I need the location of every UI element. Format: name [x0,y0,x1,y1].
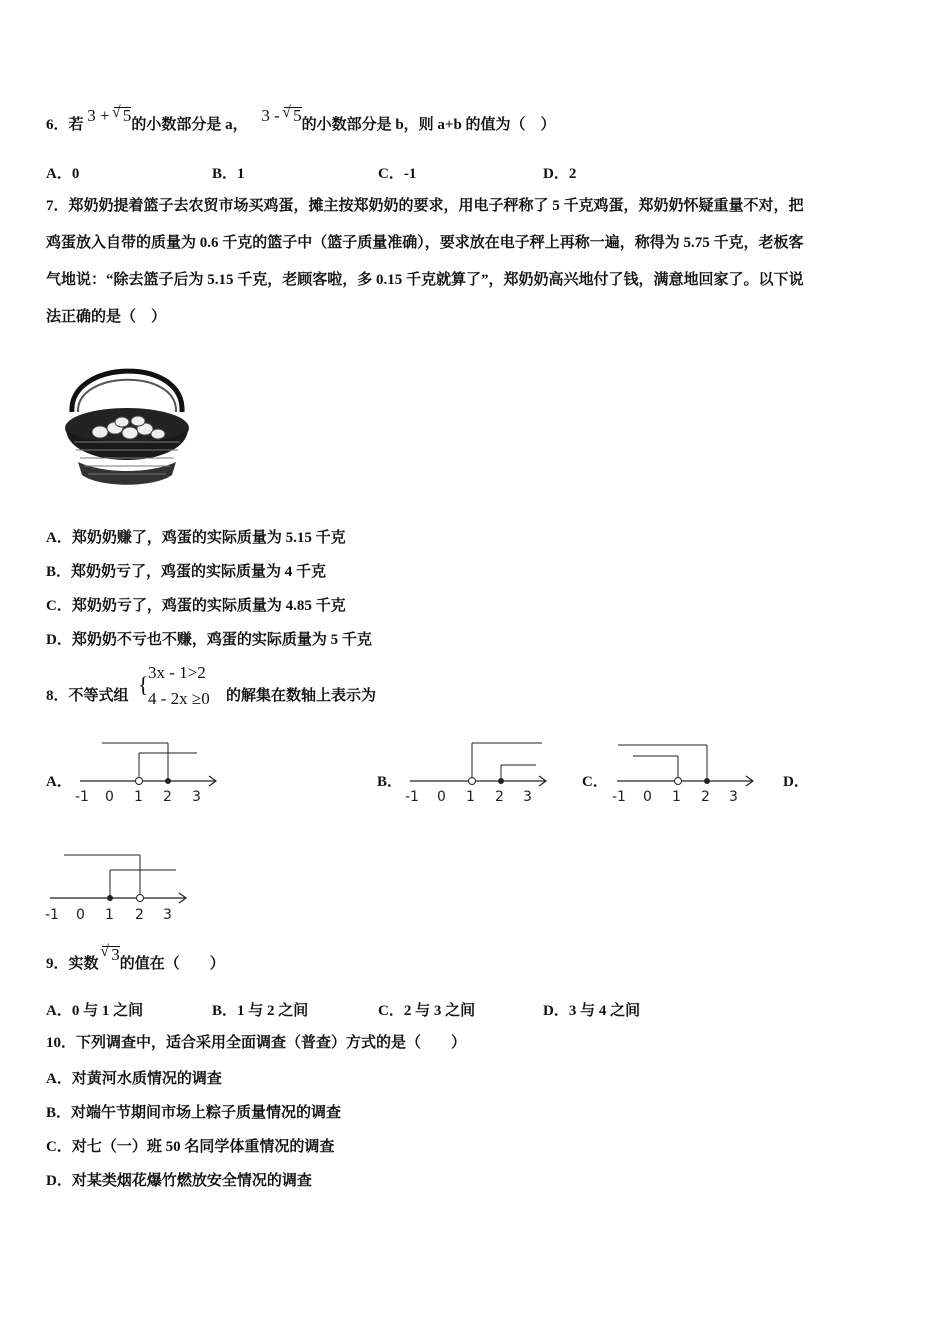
number-line-c [607,738,757,808]
q8-option-a-label: A． [46,774,72,790]
q9-option-b: B．1 与 2 之间 [212,1003,309,1019]
q8-text-1: 8．不等式组 [46,688,129,704]
q6-text-1: 若 [68,117,84,133]
tick-label: 1 [105,907,114,923]
number-line-b [400,738,550,808]
tick-label: -1 [45,907,59,923]
tick-label: 0 [105,789,114,805]
tick-label: 2 [701,789,710,805]
q6-number: 6． [46,117,69,133]
tick-label: -1 [612,789,626,805]
q7-option-a: A．郑奶奶赚了，鸡蛋的实际质量为 5.15 千克 [46,530,346,546]
q6-expr-2-prefix: 3 - [261,106,280,125]
q9-stem [46,945,225,974]
number-line-a [70,738,220,808]
q10-option-b: B．对端午节期间市场上粽子质量情况的调查 [46,1105,342,1121]
q9-expr [102,945,120,964]
q8-brace: { [138,672,149,697]
q7-stem-line-2: 鸡蛋放入自带的质量为 0.6 千克的篮子中（篮子质量准确），要求放在电子秤上再称一遍，称得为 5.75 千克，老板客 [46,235,804,251]
q8-option-c-label: C． [582,774,608,790]
q10-option-a: A．对黄河水质情况的调查 [46,1071,222,1087]
q7-stem-line-1: 7．郑奶奶提着篮子去农贸市场买鸡蛋，摊主按郑奶奶的要求，用电子秤称了 5 千克鸡蛋，郑奶奶怀疑重量不对，把 [46,198,804,214]
tick-label: 2 [163,789,172,805]
q9-option-d: D．3 与 4 之间 [543,1003,641,1019]
q6-sqrt-1: √ 5 [114,107,132,124]
q6-stem [46,106,556,135]
tick-label: 3 [192,789,201,805]
q9-option-c: C．2 与 3 之间 [378,1003,476,1019]
tick-label: 1 [672,789,681,805]
q6-option-b: B．1 [212,166,245,182]
q7-stem-line-4: 法正确的是（ ） [46,309,167,325]
q7-stem-line-3: 气地说：“除去篮子后为 5.15 千克，老顾客啦，多 0.15 千克就算了”，郑奶奶高兴地付了钱，满意地回家了。以下说 [46,272,804,288]
q7-option-b: B．郑奶奶亏了，鸡蛋的实际质量为 4 千克 [46,564,327,580]
q6-option-a: A．0 [46,166,80,182]
tick-label: 3 [163,907,172,923]
q9-text-1: 9．实数 [46,956,99,972]
q7-option-c: C．郑奶奶亏了，鸡蛋的实际质量为 4.85 千克 [46,598,346,614]
q8-option-b-label: B． [377,774,403,790]
number-line-d [40,848,195,928]
q10-option-d: D．对某类烟花爆竹燃放安全情况的调查 [46,1173,312,1189]
q6-expr-2 [261,106,301,125]
q6-option-d: D．2 [543,166,577,182]
q8-text-2: 的解集在数轴上表示为 [226,688,377,704]
q8-option-d-label: D． [783,774,809,790]
q6-text-3: 的小数部分是 b，则 a+b 的值为（ ） [301,117,556,133]
tick-label: 0 [643,789,652,805]
q10-option-c: C．对七（一）班 50 名同学体重情况的调查 [46,1139,335,1155]
q8-ineq-1: 3x - 1>2 [148,663,206,682]
tick-label: 0 [437,789,446,805]
tick-label: -1 [75,789,89,805]
q10-stem: 10．下列调查中，适合采用全面调查（普查）方式的是（ ） [46,1035,467,1051]
q8-inequality-system [138,660,210,712]
q7-option-d: D．郑奶奶不亏也不赚，鸡蛋的实际质量为 5 千克 [46,632,372,648]
tick-label: 2 [135,907,144,923]
q9-option-a: A．0 与 1 之间 [46,1003,144,1019]
tick-label: 3 [729,789,738,805]
q6-option-c: C．-1 [378,166,417,182]
q9-text-2: 的值在（ ） [119,956,225,972]
tick-label: 2 [495,789,504,805]
q8-stem [46,686,129,706]
q6-sqrt-2: √ 5 [284,107,302,124]
tick-label: -1 [405,789,419,805]
q6-text-2: 的小数部分是 a， [131,117,248,133]
tick-label: 3 [523,789,532,805]
q6-expr-1 [87,106,131,125]
q8-ineq-2: 4 - 2x ≥0 [148,689,210,708]
basket-illustration [60,350,195,490]
tick-label: 0 [76,907,85,923]
tick-label: 1 [466,789,475,805]
q6-expr-1-prefix: 3 + [87,106,110,125]
q9-sqrt: √ 3 [102,946,120,963]
tick-label: 1 [134,789,143,805]
